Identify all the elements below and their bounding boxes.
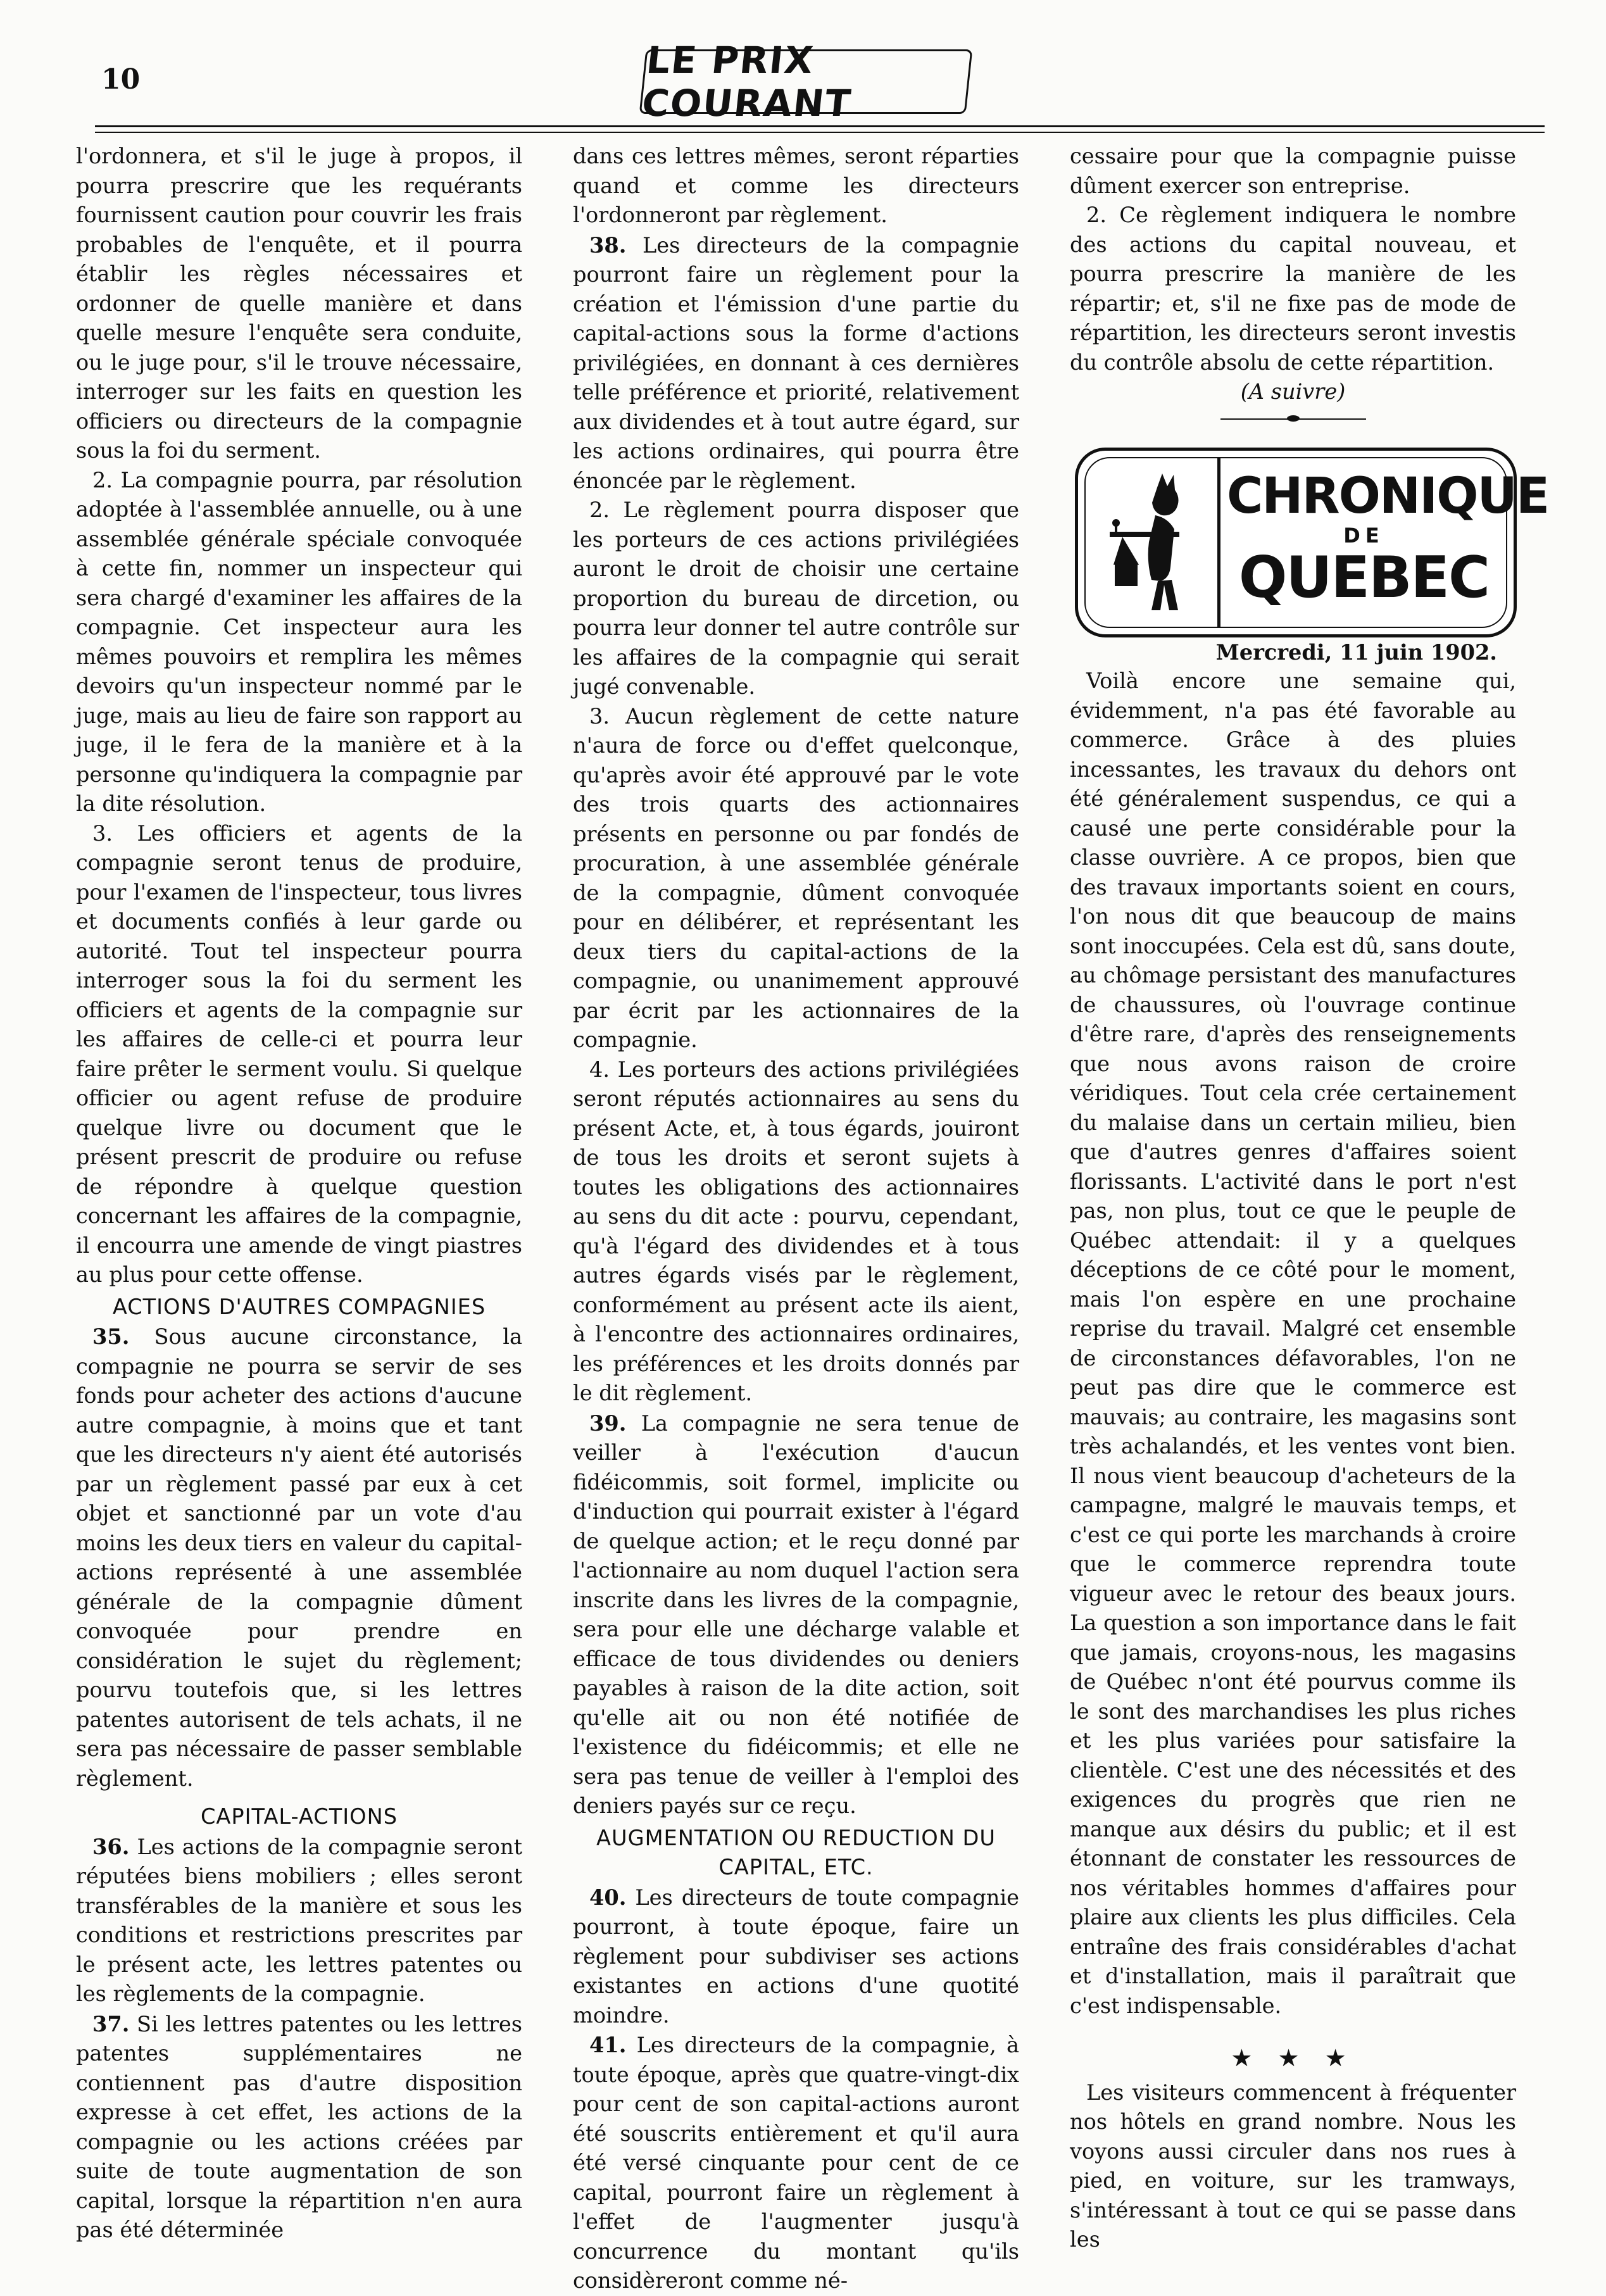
to-be-continued: (A suivre): [1240, 379, 1346, 404]
column-2: [573, 142, 1019, 2296]
masthead-logo: LE PRIX COURANT: [639, 49, 973, 114]
banner-title-line1: CHRONIQUE: [1227, 467, 1549, 525]
paragraph: l'ordonnera, et s'il le juge à propos, il pourra prescrire que les requérants fournissent caution pour couvrir les frais probables de l'enquête, et il pourra établir les règles nécessaires et ordonner de quelle manière et dans quelle mesure l'enquête sera conduite, ou le juge pour, s'il le trouve nécessaire, interroger sur les faits en question les officiers ou directeurs de la compagnie sous la foi du serment.: [76, 144, 522, 463]
banner-title-line2: DE: [1343, 523, 1384, 548]
chronique-banner: [1075, 448, 1549, 637]
section-heading: ACTIONS D'AUTRES COMPAGNIES: [112, 1294, 486, 1319]
paragraph: 2. Le règlement pourra disposer que les porteurs de ces actions privilégiées auront le droit de choisir une certaine proportion du bureau de dircetion, ou pourra leur donner tel autre contrôle sur les affaires de la compagnie qui serait jugé convenable.: [573, 498, 1019, 699]
column-1: [76, 142, 522, 2245]
paragraph-text: Les directeurs de la compagnie, à toute époque, après que quatre-vingt-dix pour cent de son capital-actions auront été souscrits entièrement et qu'il aura été versé cinquante pour cent de ce capital, pourront faire un règlement à l'effet de l'augmenter jusqu'à concurrence du montant qu'ils considèreront comme né-: [573, 2033, 1019, 2293]
paragraph: [573, 2030, 1019, 2296]
article-number: 38.: [589, 232, 627, 258]
page-number: 10: [101, 63, 141, 96]
paragraph: 4. Les porteurs des actions privilégiées seront réputés actionnaires au sens du présent Acte, et, à tous égards, jouiront de tous les droits et seront sujets à toutes les obligations des actionnaires au sens du dit acte : pourvu, cependant, qu'à l'égard des dividendes et à tous autres égards visés par le règlement, conformément au présent acte ils aient, à l'encontre des actionnaires ordinaires, les préférences et les droits donnés par le dit règlement.: [573, 1057, 1019, 1405]
paragraph: cessaire pour que la compagnie puisse dûment exercer son entreprise.: [1070, 144, 1516, 198]
paragraph: Les visiteurs commencent à fréquenter nos hôtels en grand nombre. Nous les voyons aussi circuler dans nos rues à pied, en voiture, sur les tramways, s'intéressant à tout ce qui se passe dans les: [1070, 2080, 1516, 2252]
paragraph: [573, 230, 1019, 496]
paragraph: dans ces lettres mêmes, seront réparties quand et comme les directeurs l'ordonneront par règlement.: [573, 144, 1019, 227]
paragraph: 3. Les officiers et agents de la compagnie seront tenus de produire, pour l'examen de l'inspecteur, tous livres et documents confiés à leur garde ou autorité. Tout tel inspecteur pourra interroger sous la foi du serment les officiers et agents de la compagnie sur les affaires de celle-ci et pourra leur faire prêter le serment voulu. Si quelque officier ou agent refuse de produire quelque livre ou document que le présent prescrit de produire ou refuse de répondre à quelque question concernant les affaires de la compagnie, il encourra une amende de vingt piastres au plus pour cette offense.: [76, 820, 522, 1287]
header-rule: [95, 125, 1545, 127]
header-rule-thin: [95, 132, 1545, 133]
paragraph: [76, 2009, 522, 2245]
article-number: 36.: [92, 1833, 130, 1859]
article-number: 37.: [92, 2011, 130, 2036]
paragraph: [573, 1408, 1019, 1821]
paragraph: [573, 1883, 1019, 2031]
article-number: 35.: [92, 1324, 130, 1349]
paragraph-text: Sous aucune circonstance, la compagnie ne pourra se servir de ses fonds pour acheter des actions d'aucune autre compagnie, à moins que et tant que les directeurs n'y aient été autorisés par un règlement passé par eux à cet objet et sanctionné par un vote d'au moins les deux tiers en valeur du capital-actions représenté à une assemblée générale de la compagnie dûment convoquée pour prendre en considération le sujet du règlement; pourvu toutefois que, si les lettres patentes autorisent de tels achats, il ne sera pas nécessaire de passer semblable règlement.: [76, 1324, 522, 1791]
paragraph-text: Les directeurs de toute compagnie pourront, à toute époque, faire un règlement pour subdiviser ses actions existantes en actions d'une quotité moindre.: [573, 1885, 1019, 2028]
ornament-rule: [1220, 418, 1366, 420]
column-3: [1070, 142, 1549, 2255]
banner-title-line3: QUEBEC: [1238, 544, 1490, 611]
article-number: 39.: [589, 1410, 627, 1436]
dateline: Mercredi, 11 juin 1902.: [1215, 639, 1497, 665]
paragraph: [76, 1832, 522, 2009]
section-heading: AUGMENTATION OU REDUCTION DU CAPITAL, ETC.: [596, 1825, 996, 1879]
article-number: 40.: [589, 1884, 627, 1910]
paragraph: 2. La compagnie pourra, par résolution adoptée à l'assemblée annuelle, ou à une assemblée générale spéciale convoquée à cette fin, nommer un inspecteur qui sera chargé d'examiner les affaires de la compagnie. Cet inspecteur aura les mêmes pouvoirs et remplira les mêmes devoirs qu'un inspecteur nommé par le juge, mais au lieu de faire son rapport au juge, il le fera de la manière et à la personne qu'indiquera la compagnie par la dite résolution.: [76, 467, 522, 816]
fox-figure-icon: [1097, 470, 1201, 622]
banner-illustration: [1084, 457, 1220, 628]
section-break-stars: ★ ★ ★: [1231, 2044, 1355, 2072]
paragraph: 2. Ce règlement indiquera le nombre des actions du capital nouveau, et pourra prescrire la manière de les répartir; et, s'il ne fixe pas de mode de répartition, les directeurs seront investis du contrôle absolu de cette répartition.: [1070, 203, 1516, 375]
paragraph: Voilà encore une semaine qui, évidemment, n'a pas été favorable au commerce. Grâce à des pluies incessantes, les travaux du dehors ont été généralement suspendus, ce qui a causé une perte considérable pour la classe ouvrière. A ce propos, bien que des travaux importants soient en cours, l'on nous dit que beaucoup de mains sont inoccupées. Cela est dû, sans doute, au chômage persistant des manufactures de chaussures, où l'ouvrage continue d'être rare, d'après des renseignements que nous avons raison de croire véridiques. Tout cela crée certainement du malaise dans un certain milieu, bien que d'autres genres d'affaires soient florissants. L'activité dans le port n'est pas, non plus, tout ce que le peuple de Québec attendait: il y a quelques déceptions de ce côté pour le moment, mais l'on espère en une prochaine reprise du travail. Malgré cet ensemble de circonstances défavorables, l'on ne peut pas dire que le commerce est mauvais; au contraire, les magasins sont très achalandés, et les ventes vont bien. Il nous vient beaucoup d'acheteurs de la campagne, malgré le mauvais temps, et c'est ce qui porte les marchands à croire que le commerce reprendra toute vigueur avec le retour des beaux jours. La question a son importance dans le fait que jamais, croyons-nous, les magasins de Québec n'ont été pourvus comme ils le sont des marchandises les plus riches et les plus variées pour satisfaire la clientèle. C'est une des nécessités et des exigences du progrès que rien ne manque aux désirs du public; et il est étonnant de constater les ressources de nos véritables hommes d'affaires pour plaire aux clients les plus difficiles. Cela entraîne des frais considérables d'achat et d'installation, mais il paraîtrait que c'est indispensable.: [1070, 668, 1516, 2018]
paragraph: 3. Aucun règlement de cette nature n'aura de force ou d'effet quelconque, qu'après avoir été approuvé par le vote des trois quarts des actionnaires présents en personne ou par fondés de procuration, à une assemblée générale de la compagnie, dûment convoquée pour en délibérer, et représentant les deux tiers du capital-actions de la compagnie, ou unanimement approuvé par écrit par les actionnaires de la compagnie.: [573, 703, 1019, 1052]
paragraph-text: Les directeurs de la compagnie pourront faire un règlement pour la création et l'émission d'une partie du capital-actions sous la forme d'actions privilégiées, en donnant à ces dernières telle préférence et priorité, relativement aux dividendes et à tout autre égard, sur les actions ordinaires, qui pourra être énoncée par le règlement.: [573, 232, 1019, 493]
article-number: 41.: [589, 2032, 627, 2057]
section-heading: CAPITAL-ACTIONS: [200, 1804, 398, 1829]
banner-title: [1227, 467, 1549, 611]
paragraph: [76, 1322, 522, 1793]
paragraph-text: Si les lettres patentes ou les lettres patentes supplémentaires ne contiennent pas d'autre disposition expresse à cet effet, les actions de la compagnie ou les actions créées par suite de toute augmentation de son capital, lorsque la répartition n'en aura pas été déterminée: [76, 2011, 522, 2242]
paragraph-text: Les actions de la compagnie seront réputées biens mobiliers ; elles seront transférables de la manière et sous les conditions et restrictions prescrites par le présent acte, les lettres patentes ou les règlements de la compagnie.: [76, 1834, 522, 2006]
paragraph-text: La compagnie ne sera tenue de veiller à l'exécution d'aucun fidéicommis, soit formel, implicite ou d'induction qui pourrait exister à l'égard de quelque action; et le reçu donné par l'actionnaire au nom duquel l'action sera inscrite dans les livres de la compagnie, sera pour elle une décharge valable et efficace de tous dividendes ou deniers payables à raison de la dite action, soit qu'elle ait ou non été notifiée de l'existence du fidéicommis; et elle ne sera pas tenue de veiller à l'emploi des deniers payés sur ce reçu.: [573, 1410, 1019, 1818]
